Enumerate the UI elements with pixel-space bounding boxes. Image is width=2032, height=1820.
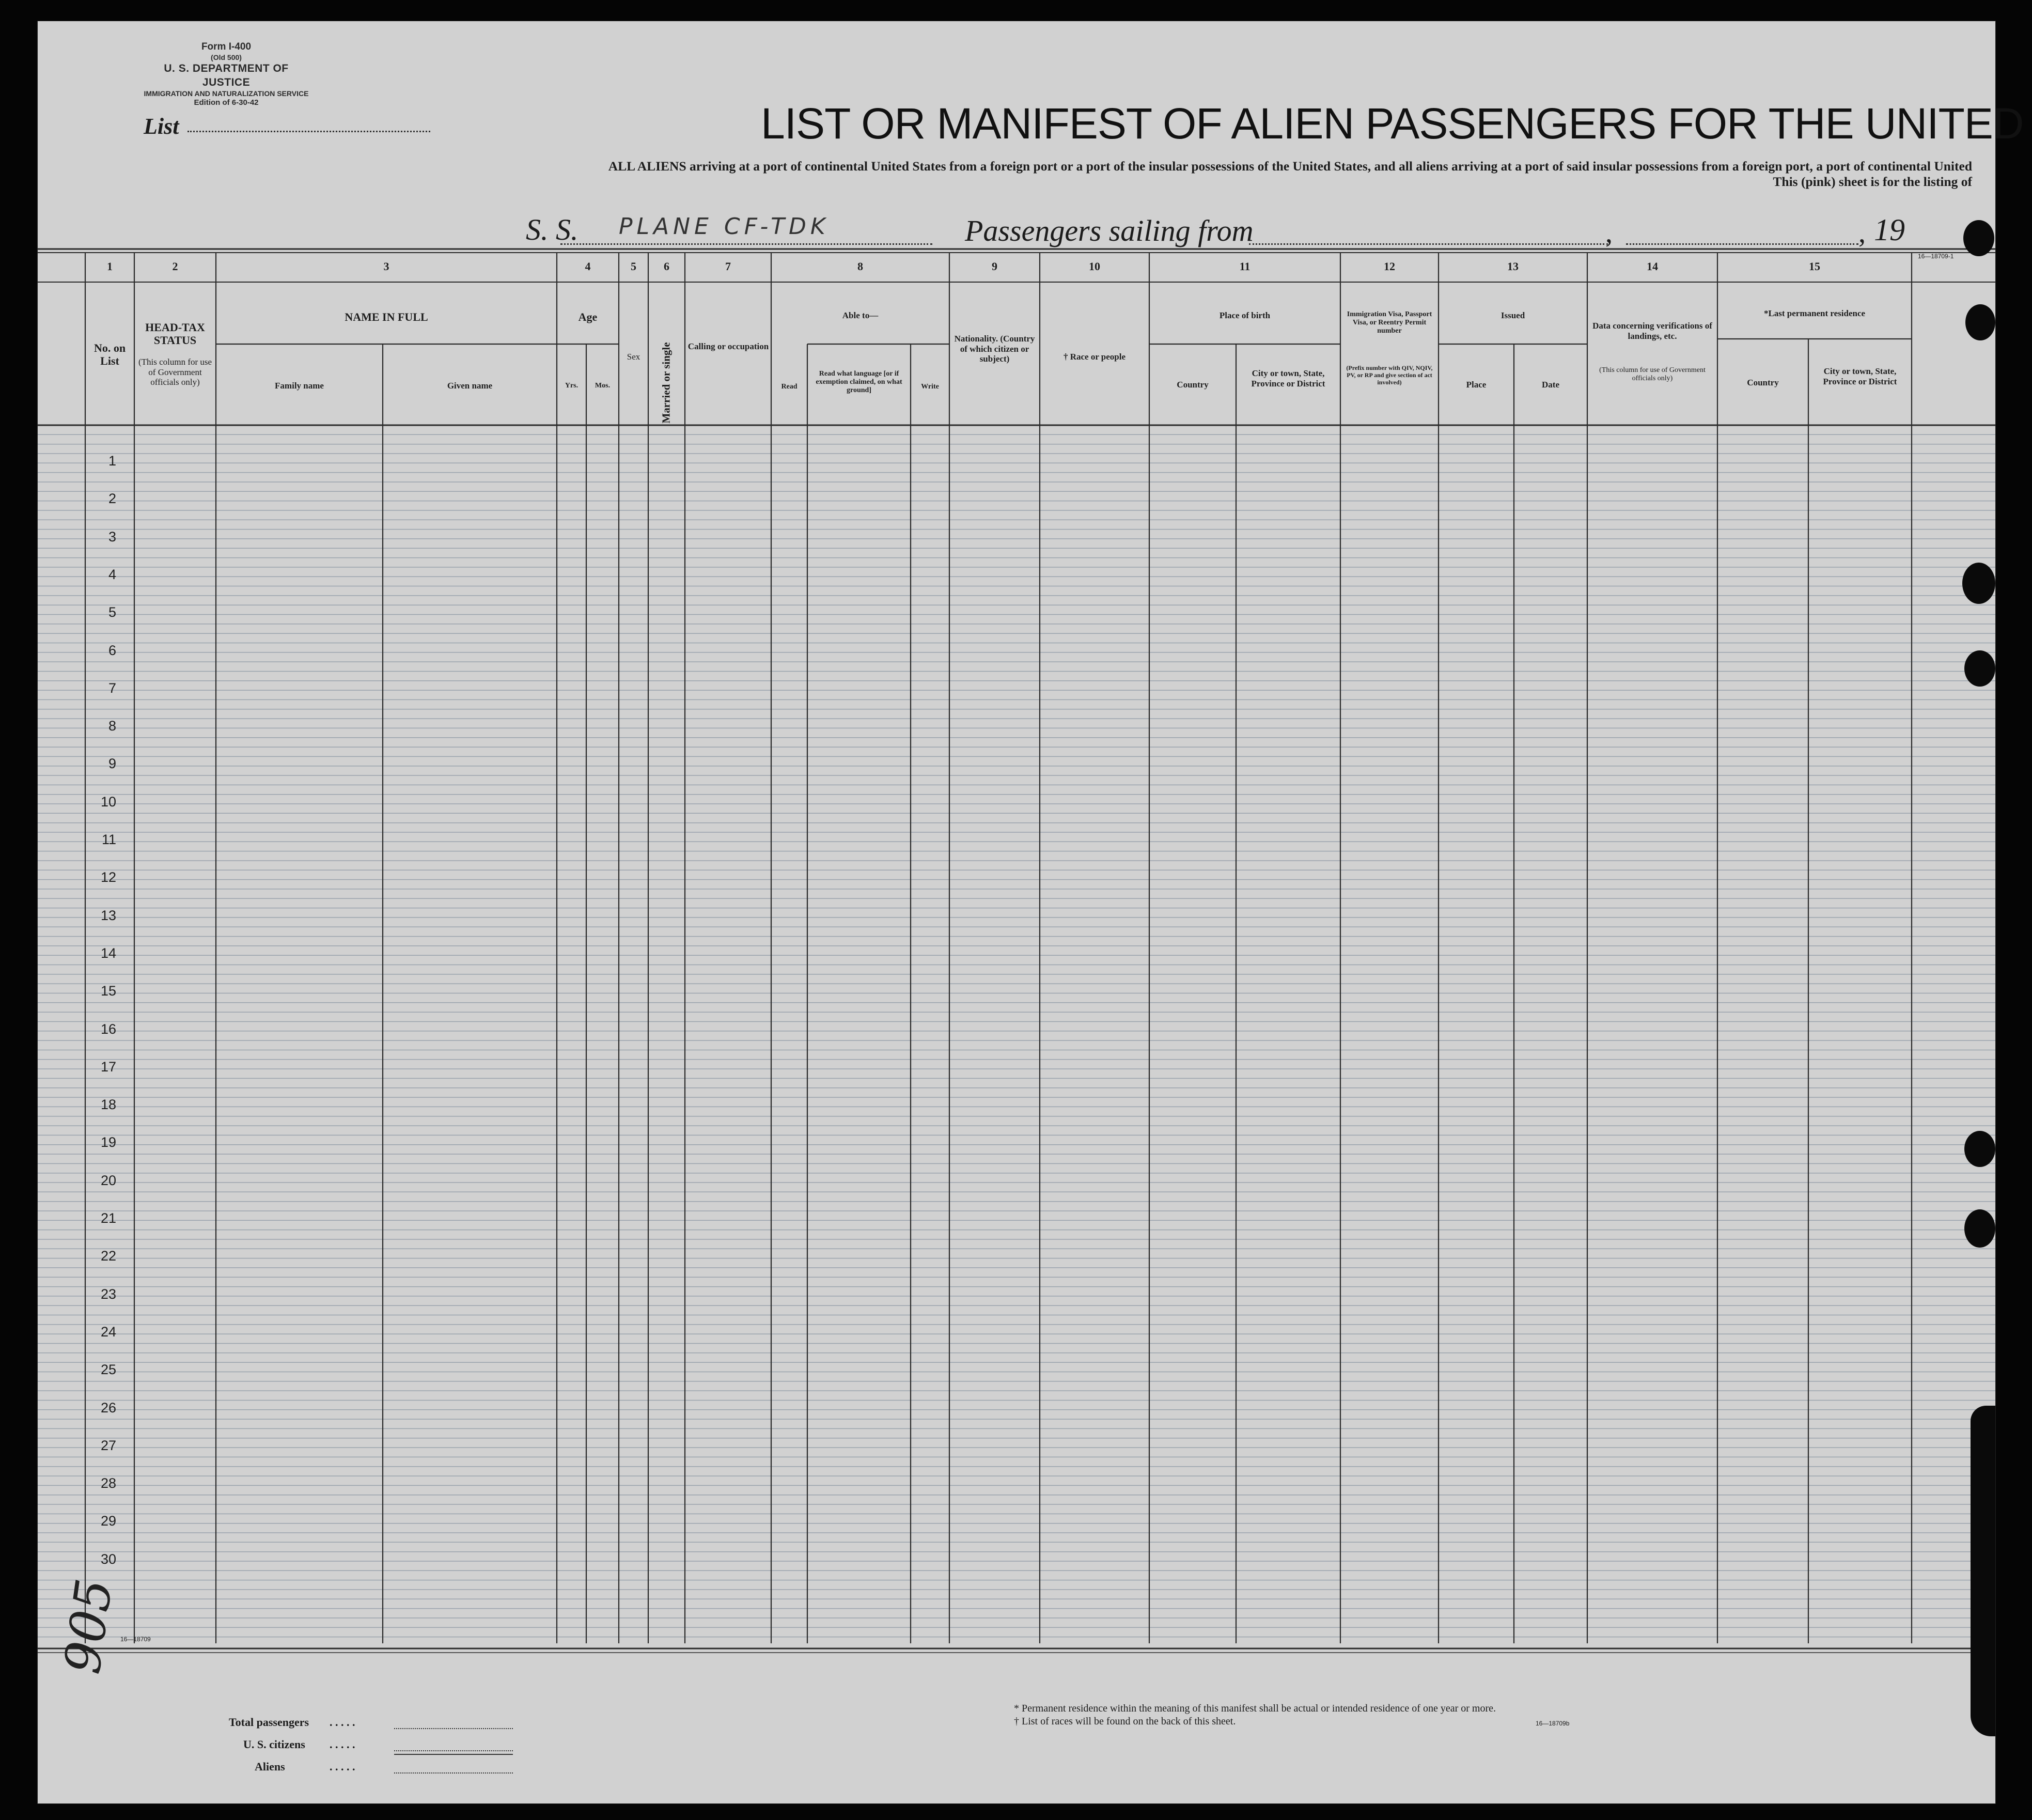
- bottom-form-code: 16—18709: [120, 1636, 151, 1643]
- footnote-permanent-residence: * Permanent residence within the meaning of this manifest shall be actual or intended residence of one year or more.: [1014, 1703, 1496, 1714]
- dots-2: . . . . .: [330, 1738, 355, 1751]
- header-married-single: Married or single: [660, 342, 673, 424]
- total-passengers-label: Total passengers: [229, 1716, 309, 1729]
- form-grid: [38, 21, 2024, 1803]
- row-number: 13: [100, 908, 116, 923]
- row-number: 16: [100, 1021, 116, 1037]
- sailing-from-label: Passengers sailing from: [965, 214, 1254, 247]
- col-number-3: 3: [383, 260, 389, 273]
- col-number-10: 10: [1089, 260, 1100, 273]
- aliens-label: Aliens: [255, 1760, 285, 1773]
- vessel-name-handwritten[interactable]: PLANE CF-TDK: [619, 213, 830, 240]
- header-read: Read: [781, 383, 798, 391]
- header-issued-place: Place: [1466, 380, 1487, 390]
- sailing-port-field[interactable]: [1249, 243, 1608, 245]
- manifest-sheet: [37, 21, 2024, 1804]
- dots-3: . . . . .: [330, 1760, 355, 1773]
- list-label: List: [144, 114, 179, 139]
- header-visa-note: (Prefix number with QIV, NQIV, PV, or RP and give section of act involved): [1346, 364, 1433, 386]
- row-number: 27: [100, 1438, 116, 1453]
- us-citizens-field[interactable]: [394, 1750, 513, 1751]
- header-nationality: Nationality. (Country of which citizen or subject): [954, 334, 1035, 364]
- header-birth-city: City or town, State, Province or District: [1251, 368, 1325, 388]
- manifest-title: LIST OR MANIFEST OF ALIEN PASSENGERS FOR THE UNITED: [761, 99, 2024, 148]
- row-number: 22: [100, 1248, 116, 1264]
- row-number: 18: [100, 1097, 116, 1112]
- header-place-of-birth: Place of birth: [1219, 310, 1271, 320]
- punch-hole: [1964, 650, 1995, 687]
- col-number-9: 9: [992, 260, 997, 273]
- header-head-tax-note: (This column for use of Government officials only): [138, 357, 212, 387]
- header-head-tax: HEAD-TAX STATUS: [145, 321, 205, 347]
- row-number: 19: [100, 1134, 116, 1150]
- row-number: 26: [100, 1400, 116, 1415]
- punch-hole: [1962, 563, 1995, 604]
- form-number: Form I-400: [201, 41, 252, 52]
- row-number: 8: [108, 718, 116, 734]
- handwritten-page-number: 905: [53, 1575, 124, 1677]
- header-age: Age: [578, 310, 598, 323]
- header-no-on-list: No. on List: [93, 341, 126, 368]
- col-number-15: 15: [1809, 260, 1820, 273]
- col-number-13: 13: [1507, 260, 1519, 273]
- header-age-years: Yrs.: [565, 382, 579, 390]
- row-number: 30: [100, 1551, 116, 1567]
- us-citizens-label: U. S. citizens: [243, 1738, 305, 1751]
- row-number: 24: [100, 1324, 116, 1340]
- footnote-races: † List of races will be found on the back of this sheet.: [1014, 1716, 1236, 1727]
- row-number: 10: [100, 794, 116, 810]
- row-number: 28: [100, 1475, 116, 1491]
- row-number: 17: [100, 1059, 116, 1075]
- col-number-12: 12: [1384, 260, 1395, 273]
- header-given-name: Given name: [447, 381, 493, 391]
- year-prefix: 19: [1874, 213, 1905, 247]
- total-passengers-field[interactable]: [394, 1728, 513, 1729]
- row-number: 20: [100, 1173, 116, 1188]
- row-number: 12: [100, 869, 116, 885]
- header-race-people: † Race or people: [1063, 352, 1126, 362]
- punch-hole: [1963, 220, 1994, 256]
- header-name-in-full: NAME IN FULL: [345, 310, 428, 323]
- col-number-14: 14: [1647, 260, 1658, 273]
- old-form-number: (Old 500): [211, 53, 242, 61]
- row-number: 2: [108, 491, 116, 506]
- header-able-to: Able to—: [842, 310, 879, 320]
- service-name: IMMIGRATION AND NATURALIZATION SERVICE: [144, 89, 309, 98]
- row-number: 29: [100, 1513, 116, 1529]
- sailing-date-field[interactable]: [1626, 243, 1858, 245]
- instructions-line-1: ALL ALIENS arriving at a port of continental United States from a foreign port or a port of the insular possessions of the United States, and all aliens arriving at a port of said insular possessions from a foreign port, a port of continental United: [608, 159, 1972, 174]
- col-number-2: 2: [172, 260, 178, 273]
- row-number: 11: [101, 832, 116, 847]
- row-number: 3: [108, 529, 116, 545]
- list-number-field[interactable]: [187, 131, 430, 132]
- punch-hole: [1965, 304, 1995, 340]
- row-number: 1: [108, 453, 116, 469]
- us-citizens-underline: [394, 1754, 513, 1755]
- comma-1: ,: [1605, 217, 1613, 249]
- ship-prefix: S. S.: [526, 213, 579, 246]
- vessel-field-line: [560, 243, 932, 245]
- aliens-field[interactable]: [394, 1772, 513, 1774]
- header-residence-country: Country: [1747, 378, 1779, 387]
- col-number-11: 11: [1239, 260, 1251, 273]
- header-sex: Sex: [627, 352, 640, 362]
- header-calling-occupation: Calling or occupation: [687, 341, 769, 351]
- header-residence-city: City or town, State, Province or District: [1823, 366, 1897, 386]
- edition: Edition of 6-30-42: [194, 98, 259, 107]
- header-verification-data: Data concerning verifications of landings, etc.: [1592, 321, 1712, 341]
- header-age-months: Mos.: [595, 382, 611, 390]
- col-number-6: 6: [664, 260, 669, 273]
- header-visa-number: Immigration Visa, Passport Visa, or Reentry Permit number: [1347, 310, 1432, 335]
- row-number: 7: [108, 680, 116, 696]
- header-write: Write: [921, 383, 939, 391]
- col-number-5: 5: [631, 260, 636, 273]
- row-number: 6: [108, 643, 116, 658]
- header-issued: Issued: [1500, 310, 1525, 320]
- header-issued-date: Date: [1542, 380, 1559, 390]
- row-number: 21: [100, 1210, 116, 1226]
- col-number-8: 8: [857, 260, 863, 273]
- comma-2: ,: [1858, 217, 1866, 249]
- footer-form-code: 16—18709b: [1536, 1720, 1570, 1727]
- col-number-4: 4: [585, 260, 591, 273]
- header-birth-country: Country: [1177, 380, 1209, 390]
- header-last-residence: *Last permanent residence: [1763, 308, 1866, 318]
- department-header: [141, 41, 311, 108]
- torn-edge: [1971, 1406, 1995, 1736]
- top-form-code: 16—18709-1: [1918, 253, 1954, 260]
- punch-hole: [1964, 1209, 1995, 1248]
- department-name: U. S. DEPARTMENT OF JUSTICE: [164, 63, 289, 88]
- dots-1: . . . . .: [330, 1716, 355, 1729]
- row-number: 14: [100, 945, 116, 961]
- header-read-language: Read what language [or if exemption claimed, on what ground]: [816, 370, 902, 395]
- row-number: 25: [100, 1362, 116, 1377]
- header-verification-note: (This column for use of Government officials only): [1599, 366, 1706, 383]
- col-number-1: 1: [107, 260, 113, 273]
- row-number: 15: [100, 983, 116, 999]
- row-number: 5: [108, 604, 116, 620]
- instructions-line-2: This (pink) sheet is for the listing of: [1773, 174, 1972, 189]
- col-number-7: 7: [725, 260, 731, 273]
- header-family-name: Family name: [275, 381, 324, 391]
- row-number: 9: [108, 756, 116, 771]
- punch-hole: [1964, 1131, 1995, 1167]
- row-number: 23: [100, 1286, 116, 1302]
- row-number: 4: [108, 567, 116, 582]
